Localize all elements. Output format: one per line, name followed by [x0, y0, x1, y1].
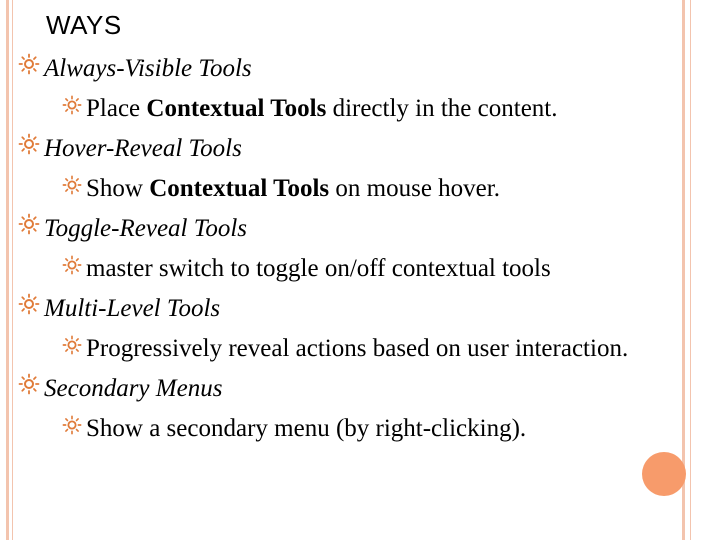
item-heading-text: Always-Visible Tools: [44, 55, 252, 82]
sun-bullet-icon: [62, 93, 82, 123]
sun-bullet-icon: [18, 213, 40, 243]
list-item-sub: [62, 94, 558, 125]
item-sub-text: master switch to toggle on/off contextual tools: [86, 255, 551, 282]
item-heading-text: Secondary Menus: [44, 375, 223, 402]
list-item-sub: [62, 174, 500, 205]
list-item-heading: [18, 134, 242, 165]
sun-bullet-icon: [18, 373, 40, 403]
list-item-sub: [62, 414, 526, 445]
list-item-heading: [18, 294, 220, 325]
list-item-heading: [18, 374, 222, 405]
right-rule-inner: [690, 0, 691, 540]
item-heading-text: Hover-Reveal Tools: [44, 135, 242, 162]
sun-bullet-icon: [18, 53, 40, 83]
left-rule-outer: [6, 0, 9, 540]
sun-bullet-icon: [62, 173, 82, 203]
list-item-sub: [62, 254, 551, 285]
right-rule-outer: [682, 0, 685, 540]
list-item-heading: [18, 54, 252, 85]
item-sub-text: Progressively reveal actions based on user interaction.: [86, 335, 629, 362]
sun-bullet-icon: [62, 333, 82, 363]
slide-title: WAYS: [46, 10, 122, 40]
item-sub-text: Show Contextual Tools on mouse hover.: [86, 175, 500, 202]
item-sub-text: Place Contextual Tools directly in the content.: [86, 95, 558, 122]
left-rule-inner: [12, 0, 13, 540]
list-item-heading: [18, 214, 247, 245]
sun-bullet-icon: [62, 413, 82, 443]
item-sub-text: Show a secondary menu (by right-clicking).: [86, 415, 527, 442]
list-item-sub: [62, 334, 628, 365]
sun-bullet-icon: [18, 293, 40, 323]
sun-bullet-icon: [62, 253, 82, 283]
decorative-circle: [642, 452, 686, 496]
sun-bullet-icon: [18, 133, 40, 163]
item-heading-text: Toggle-Reveal Tools: [44, 215, 248, 242]
item-heading-text: Multi-Level Tools: [44, 295, 221, 322]
